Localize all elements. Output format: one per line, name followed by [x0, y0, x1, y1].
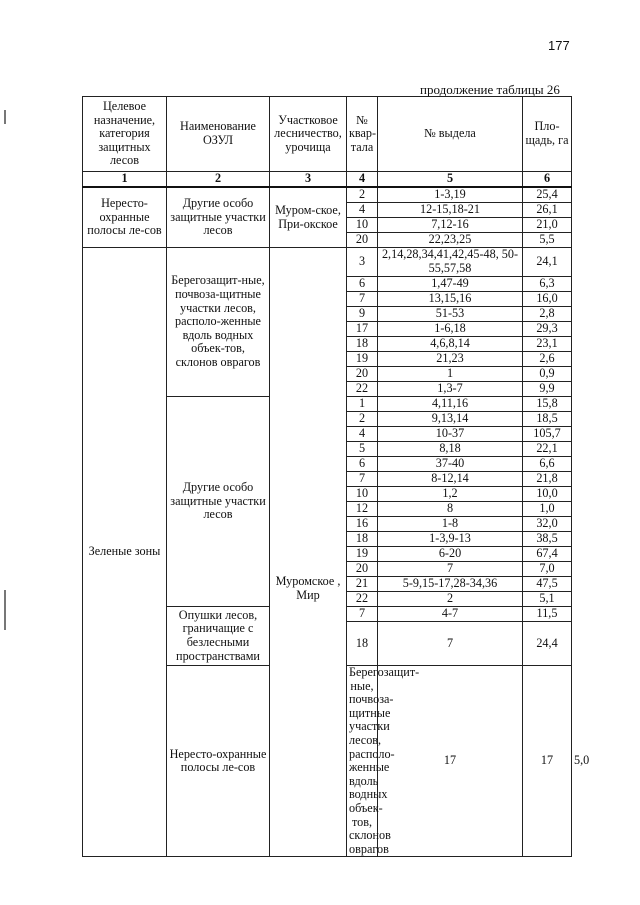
plot-cell: 4-7	[378, 607, 523, 622]
header-area: Пло-щадь, га	[523, 97, 572, 172]
area-cell: 25,4	[523, 187, 572, 203]
table-row: Нересто-охранные полосы ле-сов Берегозащит-ные, почвоза-щитные участки лесов, располо-женные вдоль водных объек-тов, склонов оврагов 17 17 5,0	[83, 666, 572, 857]
quarter-cell: 5	[347, 442, 378, 457]
header-forestry: Участковое лесничество, урочища	[270, 97, 347, 172]
column-number: 5	[378, 172, 523, 188]
area-cell: 21,0	[523, 218, 572, 233]
header-ozul-name: Наименование ОЗУЛ	[167, 97, 270, 172]
plot-cell: 1,3-7	[378, 382, 523, 397]
quarter-cell: 7	[347, 292, 378, 307]
category-cell: Зеленые зоны	[83, 248, 167, 857]
area-cell: 21,8	[523, 472, 572, 487]
area-cell: 29,3	[523, 322, 572, 337]
plot-cell: 6-20	[378, 547, 523, 562]
area-cell: 0,9	[523, 367, 572, 382]
area-cell: 47,5	[523, 577, 572, 592]
plot-cell: 17	[523, 666, 572, 857]
plot-cell: 7,12-16	[378, 218, 523, 233]
plot-cell: 8	[378, 502, 523, 517]
quarter-cell: 18	[347, 622, 378, 666]
quarter-cell: 16	[347, 517, 378, 532]
area-cell: 10,0	[523, 487, 572, 502]
column-number: 3	[270, 172, 347, 188]
area-cell: 7,0	[523, 562, 572, 577]
ozul-cell: Другие особо защитные участки лесов	[167, 397, 270, 607]
quarter-cell: 22	[347, 592, 378, 607]
area-cell: 23,1	[523, 337, 572, 352]
ozul-cell: Другие особо защитные участки лесов	[167, 187, 270, 248]
area-cell: 9,9	[523, 382, 572, 397]
table-row	[83, 187, 572, 203]
area-cell: 67,4	[523, 547, 572, 562]
plot-cell: 4,6,8,14	[378, 337, 523, 352]
area-cell: 22,1	[523, 442, 572, 457]
table-row	[83, 248, 572, 277]
plot-cell: 1-8	[378, 517, 523, 532]
plot-cell: 1-6,18	[378, 322, 523, 337]
plot-cell: 4,11,16	[378, 397, 523, 412]
area-cell: 16,0	[523, 292, 572, 307]
column-number: 2	[167, 172, 270, 188]
quarter-cell: 7	[347, 472, 378, 487]
area-cell: 38,5	[523, 532, 572, 547]
plot-cell: 5-9,15-17,28-34,36	[378, 577, 523, 592]
ozul-cell: Берегозащит-ные, почвоза-щитные участки лесов, располо-женные вдоль водных объек-тов, склонов оврагов	[167, 248, 270, 397]
quarter-cell: 9	[347, 307, 378, 322]
plot-cell: 7	[378, 562, 523, 577]
quarter-cell: 17	[347, 322, 378, 337]
page-number: 177	[548, 38, 570, 53]
plot-cell: 1,2	[378, 487, 523, 502]
quarter-cell: 1	[347, 397, 378, 412]
plot-cell: 37-40	[378, 457, 523, 472]
area-cell: 24,1	[523, 248, 572, 277]
plot-cell: 1-3,9-13	[378, 532, 523, 547]
forestry-cell: Муром-ское, При-окское	[270, 187, 347, 248]
ozul-cell: Берегозащит-ные, почвоза-щитные участки лесов, располо-женные вдоль водных объек-тов, склонов оврагов	[347, 666, 378, 857]
quarter-cell: 6	[347, 457, 378, 472]
area-cell: 2,6	[523, 352, 572, 367]
area-cell: 24,4	[523, 622, 572, 666]
plot-cell: 10-37	[378, 427, 523, 442]
quarter-cell: 12	[347, 502, 378, 517]
quarter-cell: 10	[347, 487, 378, 502]
plot-cell: 8-12,14	[378, 472, 523, 487]
quarter-cell: 2	[347, 187, 378, 203]
area-cell: 26,1	[523, 203, 572, 218]
plot-cell: 13,15,16	[378, 292, 523, 307]
quarter-cell: 3	[347, 248, 378, 277]
scan-margin-mark	[4, 110, 6, 124]
plot-cell: 9,13,14	[378, 412, 523, 427]
ozul-table	[82, 96, 590, 857]
plot-cell: 12-15,18-21	[378, 203, 523, 218]
area-cell: 105,7	[523, 427, 572, 442]
quarter-cell: 6	[347, 277, 378, 292]
area-cell: 18,5	[523, 412, 572, 427]
quarter-cell: 18	[347, 532, 378, 547]
quarter-cell: 18	[347, 337, 378, 352]
column-number: 1	[83, 172, 167, 188]
area-cell: 2,8	[523, 307, 572, 322]
column-number: 6	[523, 172, 572, 188]
area-cell: 32,0	[523, 517, 572, 532]
area-cell: 15,8	[523, 397, 572, 412]
category-cell: Нересто-охранные полосы ле-сов	[167, 666, 270, 857]
scan-margin-mark	[4, 590, 6, 630]
area-cell: 6,6	[523, 457, 572, 472]
plot-cell: 1,47-49	[378, 277, 523, 292]
quarter-cell: 22	[347, 382, 378, 397]
header-category: Целевое назначение, категория защитных лесов	[83, 97, 167, 172]
header-row	[83, 97, 572, 172]
quarter-cell: 17	[378, 666, 523, 857]
quarter-cell: 19	[347, 352, 378, 367]
area-cell: 5,1	[523, 592, 572, 607]
quarter-cell: 2	[347, 412, 378, 427]
quarter-cell: 4	[347, 203, 378, 218]
area-cell: 11,5	[523, 607, 572, 622]
table-caption: продолжение таблицы 26	[420, 82, 560, 97]
ozul-cell: Опушки лесов, граничащие с безлесными пространствами	[167, 607, 270, 666]
plot-cell: 1	[378, 367, 523, 382]
plot-cell: 1-3,19	[378, 187, 523, 203]
forestry-cell: Муромское , Мир	[270, 322, 347, 857]
header-plot: № выдела	[378, 97, 523, 172]
column-number: 4	[347, 172, 378, 188]
area-cell: 5,5	[523, 233, 572, 248]
plot-cell: 21,23	[378, 352, 523, 367]
header-quarter: № квар-тала	[347, 97, 378, 172]
plot-cell: 2	[378, 592, 523, 607]
quarter-cell: 10	[347, 218, 378, 233]
quarter-cell: 4	[347, 427, 378, 442]
plot-cell: 8,18	[378, 442, 523, 457]
plot-cell: 2,14,28,34,41,42,45-48, 50-55,57,58	[378, 248, 523, 277]
quarter-cell: 19	[347, 547, 378, 562]
plot-cell: 7	[378, 622, 523, 666]
column-number-row	[83, 172, 572, 188]
plot-cell: 51-53	[378, 307, 523, 322]
quarter-cell: 20	[347, 367, 378, 382]
area-cell: 6,3	[523, 277, 572, 292]
quarter-cell: 20	[347, 562, 378, 577]
plot-cell: 22,23,25	[378, 233, 523, 248]
quarter-cell: 7	[347, 607, 378, 622]
area-cell: 1,0	[523, 502, 572, 517]
quarter-cell: 20	[347, 233, 378, 248]
category-cell: Нересто-охранные полосы ле-сов	[83, 187, 167, 248]
forestry-cell-empty	[270, 248, 347, 322]
quarter-cell: 21	[347, 577, 378, 592]
